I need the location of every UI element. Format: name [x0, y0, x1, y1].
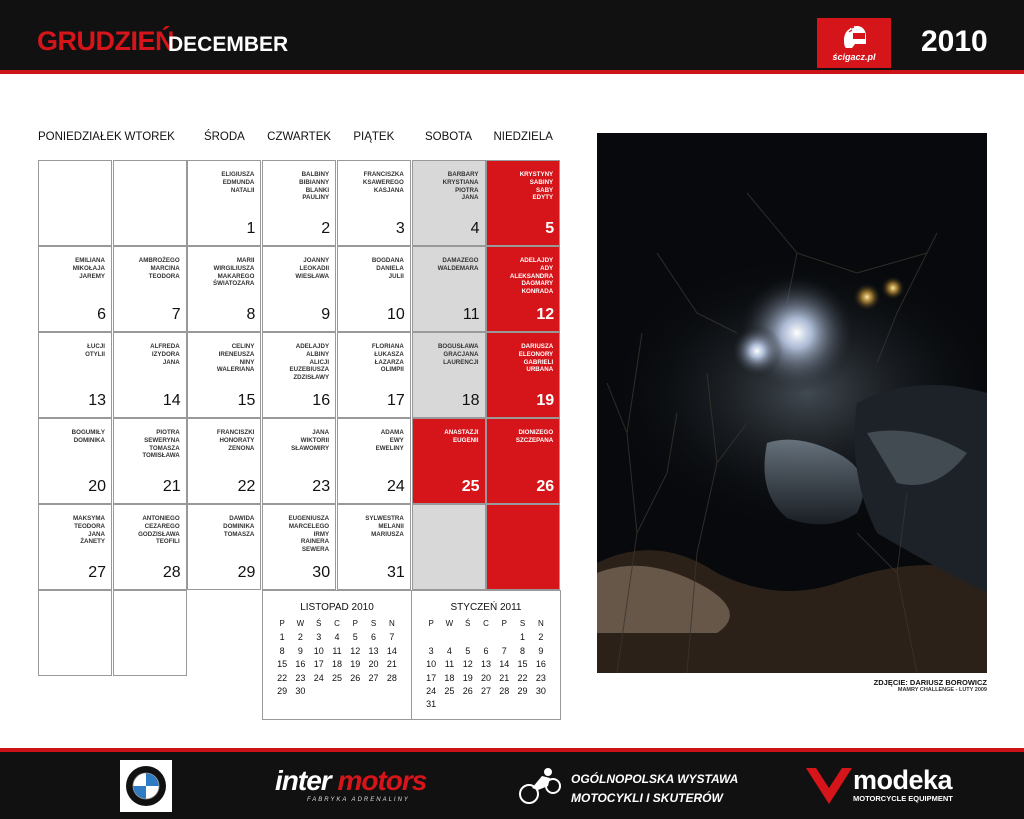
mini-day: 5 [465, 645, 471, 656]
offroad-night-photo [597, 133, 987, 673]
mini-day: 23 [295, 672, 306, 683]
name-days: MARII WIRGILIUSZA MAKAREGO ŚWIATOZARA [213, 257, 255, 288]
name-days: EMILIANA MIKOŁAJA JAREMY [72, 257, 105, 280]
day-cell[interactable] [187, 246, 261, 332]
mini-calendar-week [422, 699, 550, 712]
mini-day: 13 [368, 645, 379, 656]
bmw-roundel-icon [120, 760, 172, 812]
mini-day: 27 [480, 685, 491, 696]
day-number: 8 [246, 306, 256, 323]
mini-weekday: C [334, 619, 340, 628]
mini-weekday: P [501, 619, 507, 628]
weekday-header: CZWARTEK [267, 131, 332, 143]
name-days: ADELAJDY ADY ALEKSANDRA DAGMARY KONRADA [509, 257, 554, 296]
name-days: ADAMA EWY EWELINY [375, 429, 404, 452]
mini-day: 21 [499, 672, 510, 683]
day-cell[interactable] [262, 332, 336, 418]
mini-calendar-week [422, 659, 550, 672]
mini-day: 1 [279, 632, 285, 643]
mini-calendar-week [422, 646, 550, 659]
day-number: 11 [462, 306, 480, 323]
mini-weekday: W [445, 619, 454, 628]
day-cell[interactable] [412, 246, 486, 332]
day-cell[interactable] [262, 160, 336, 246]
mini-day: 29 [517, 685, 528, 696]
inter-motors-word2: motors [337, 765, 427, 796]
month-title-pl: GRUDZIEŃ [37, 26, 174, 56]
mini-day: 11 [332, 645, 342, 656]
mini-day: 4 [334, 632, 340, 643]
mini-calendar-week [273, 632, 401, 645]
name-days: EUGENIUSZA MARCELEGO IRMY RAINERA SEWERA [288, 515, 330, 554]
mini-weekday: P [352, 619, 358, 628]
mini-day: 6 [483, 645, 489, 656]
empty-cell [486, 504, 560, 590]
day-number: 21 [162, 478, 181, 495]
mini-day: 30 [535, 685, 546, 696]
mini-day: 22 [277, 672, 288, 683]
name-days: MAKSYMA TEODORA JANA ŻANETY [73, 515, 105, 546]
weekday-header: SOBOTA [424, 131, 473, 143]
mini-day: 20 [480, 672, 491, 683]
weekday-header: PONIEDZIAŁEK [38, 131, 122, 143]
day-cell[interactable] [486, 332, 560, 418]
mini-day: 26 [462, 685, 473, 696]
mini-day: 18 [331, 659, 342, 670]
mini-day: 28 [499, 685, 510, 696]
photo-caption: MAMRY CHALLENGE - LUTY 2009 [897, 687, 987, 693]
name-days: KRYSTYNY SABINY SABY EDYTY [519, 171, 554, 202]
day-number: 23 [312, 478, 331, 495]
day-cell[interactable] [486, 418, 560, 504]
day-number: 3 [395, 220, 405, 237]
month-title-en: DECEMBER [168, 33, 289, 56]
mini-day: 9 [297, 645, 303, 656]
empty-cell [412, 504, 486, 590]
day-number: 25 [461, 478, 480, 495]
mini-day: 5 [352, 632, 358, 643]
day-cell[interactable] [412, 418, 486, 504]
day-number: 10 [387, 306, 405, 323]
mini-day [383, 686, 401, 699]
mini-calendar-week [273, 659, 401, 672]
name-days: BARBARY KRYSTIANA PIOTRA JANA [442, 171, 479, 202]
expo-line-1: OGÓLNOPOLSKA WYSTAWA [571, 772, 739, 786]
mini-day: 16 [535, 659, 546, 670]
day-cell[interactable] [412, 160, 486, 246]
mini-weekday: Ś [465, 619, 471, 628]
mini-day: 16 [295, 659, 306, 670]
scigacz-logo[interactable] [817, 18, 891, 68]
day-cell[interactable] [38, 246, 112, 332]
mini-day: 17 [313, 659, 324, 670]
mini-day: 20 [368, 659, 379, 670]
day-number: 31 [387, 564, 405, 581]
day-number: 1 [246, 220, 256, 237]
mini-day: 17 [426, 672, 437, 683]
mini-day: 27 [368, 672, 379, 683]
mini-day: 23 [535, 672, 546, 683]
inter-motors-word1: inter [275, 765, 331, 796]
name-days: BALBINY BIBIANNY BLANKI PAULINY [299, 171, 330, 202]
mini-calendar-previous [262, 590, 412, 720]
day-cell[interactable] [337, 332, 411, 418]
name-days: SYLWESTRA MELANII MARIUSZA [365, 515, 404, 538]
expo-logo[interactable] [571, 770, 738, 808]
name-days: JOANNY LEOKADII WIESŁAWA [295, 257, 330, 280]
motorcycle-rider-icon [518, 764, 564, 808]
mini-day: 7 [501, 645, 507, 656]
day-number: 7 [171, 306, 181, 323]
day-number: 19 [536, 392, 555, 409]
mini-weekday: C [483, 619, 489, 628]
weekday-header: ŚRODA [203, 131, 245, 143]
day-number: 4 [470, 220, 480, 237]
mini-day: 29 [277, 685, 288, 696]
name-days: BOGDANA DANIELA JULII [371, 257, 404, 280]
mini-weekday: P [279, 619, 285, 628]
day-number: 24 [387, 478, 405, 495]
mini-day: 13 [480, 659, 491, 670]
mini-day: 24 [313, 672, 324, 683]
day-number: 30 [312, 564, 331, 581]
mini-day [459, 632, 477, 645]
day-cell[interactable] [337, 418, 411, 504]
name-days: FLORIANA ŁUKASZA ŁAZARZA OLIMPII [371, 343, 404, 374]
day-number: 22 [237, 478, 256, 495]
empty-cell [113, 590, 187, 676]
modeka-logo[interactable]: modeka [853, 765, 953, 795]
name-days: AMBROŻEGO MARCINA TEODORA [138, 257, 180, 280]
name-days: ADELAJDY ALBINY ALICJI EUZEBIUSZA ZDZISŁAWY [289, 343, 330, 382]
photo-credit: ZDJĘCIE: DARIUSZ BOROWICZ [873, 678, 987, 687]
empty-cell [38, 590, 112, 676]
bmw-logo[interactable] [120, 760, 172, 812]
name-days: PIOTRA SEWERYNA TOMASZA TOMISŁAWA [142, 429, 180, 460]
mini-calendar-week [422, 686, 550, 699]
day-number: 27 [88, 564, 106, 581]
name-days: FRANCISZKA KSAWEREGO KASJANA [362, 171, 404, 194]
day-cell[interactable] [187, 504, 261, 590]
day-number: 2 [321, 220, 331, 237]
mini-weekday: Ś [316, 619, 322, 628]
name-days: ŁUCJI OTYLII [85, 343, 105, 358]
mini-day: 1 [520, 632, 526, 643]
day-cell[interactable] [187, 418, 261, 504]
day-cell[interactable] [486, 246, 560, 332]
day-cell[interactable] [187, 332, 261, 418]
name-days: BOGUMIŁY DOMINIKA [71, 429, 105, 444]
mini-calendar-week [273, 646, 401, 659]
day-cell[interactable] [337, 246, 411, 332]
mini-day [495, 632, 513, 645]
mini-calendar-weekdays [422, 619, 550, 632]
weekday-header: NIEDZIELA [493, 131, 553, 143]
modeka-v-icon [806, 768, 852, 804]
mini-weekday: N [388, 619, 395, 628]
mini-day [440, 632, 458, 645]
mini-day [310, 686, 328, 699]
mini-day: 15 [517, 659, 528, 670]
day-number: 6 [97, 306, 106, 323]
mini-day: 8 [520, 645, 526, 656]
weekday-header: WTOREK [124, 131, 175, 143]
modeka-tagline: MOTORCYCLE EQUIPMENT [853, 794, 953, 803]
header-divider [0, 70, 1024, 74]
day-cell[interactable] [412, 332, 486, 418]
name-days: FRANCISZKI HONORATY ZENONA [216, 429, 255, 452]
mini-day: 25 [444, 685, 455, 696]
mini-day: 11 [444, 659, 455, 670]
mini-day: 21 [386, 659, 397, 670]
mini-day: 19 [350, 659, 361, 670]
mini-day [440, 699, 458, 712]
mini-calendar-title: STYCZEŃ 2011 [450, 602, 522, 613]
mini-calendar-grid [422, 619, 550, 713]
mini-day: 12 [462, 659, 473, 670]
mini-calendar-week [273, 686, 401, 699]
day-number: 29 [237, 564, 256, 581]
mini-day: 31 [426, 699, 437, 710]
mini-day [477, 632, 495, 645]
mini-day: 14 [499, 659, 510, 670]
day-cell[interactable] [113, 418, 187, 504]
day-number: 12 [536, 306, 555, 323]
mini-day: 10 [313, 645, 324, 656]
day-cell[interactable] [38, 332, 112, 418]
logo-text: ścigacz.pl [832, 52, 876, 62]
mini-calendar-week [422, 673, 550, 686]
name-days: ANTONIEGO CEZAREGO GODZISŁAWA TEOFILI [138, 515, 180, 546]
year-label: 2010 [921, 25, 988, 58]
mini-calendar-title: LISTOPAD 2010 [300, 602, 374, 613]
mini-day: 10 [426, 659, 437, 670]
mini-day [459, 699, 477, 712]
inter-motors-logo[interactable] [275, 765, 426, 797]
mini-day: 28 [386, 672, 397, 683]
mini-calendar-weekdays [273, 619, 401, 632]
mini-day [346, 686, 364, 699]
day-cell[interactable] [262, 246, 336, 332]
mini-day: 12 [350, 645, 361, 656]
day-number: 5 [545, 220, 555, 237]
day-cell[interactable] [113, 332, 187, 418]
mini-day: 7 [389, 632, 395, 643]
day-cell[interactable] [337, 504, 411, 590]
day-number: 17 [387, 392, 405, 409]
weekday-header: PIĄTEK [353, 131, 395, 143]
day-number: 26 [536, 478, 555, 495]
mini-day: 19 [462, 672, 473, 683]
empty-cell [38, 160, 112, 246]
mini-day [513, 699, 531, 712]
mini-weekday: S [519, 619, 526, 628]
day-cell[interactable] [262, 418, 336, 504]
mini-calendar-week [422, 632, 550, 645]
mini-day: 26 [350, 672, 361, 683]
photo-illustration [597, 133, 987, 673]
empty-cell [113, 160, 187, 246]
inter-motors-tagline: FABRYKA ADRENALINY [307, 797, 410, 803]
name-days: CELINY IRENEUSZA NINY WALERIANA [216, 343, 255, 374]
day-number: 15 [237, 392, 256, 409]
mini-day: 18 [444, 672, 455, 683]
mini-day [477, 699, 495, 712]
mini-day: 30 [295, 685, 306, 696]
name-days: JANA WIKTORII SŁAWOMIRY [291, 429, 330, 452]
day-number: 14 [162, 392, 181, 409]
mini-day: 8 [279, 645, 285, 656]
mini-weekday: P [428, 619, 434, 628]
mini-calendar-week [273, 673, 401, 686]
day-cell[interactable] [262, 504, 336, 590]
mini-day [364, 686, 382, 699]
helmet-icon [841, 24, 867, 50]
mini-day [328, 686, 346, 699]
mini-calendar-next [411, 590, 561, 720]
mini-weekday: W [296, 619, 305, 628]
mini-calendar-grid [273, 619, 401, 699]
expo-line-2: MOTOCYKLI I SKUTERÓW [571, 791, 723, 805]
mini-day: 22 [517, 672, 528, 683]
day-number: 13 [88, 392, 106, 409]
name-days: ELIGIUSZA EDMUNDA NATALII [221, 171, 255, 194]
name-days: DAWIDA DOMINIKA TOMASZA [223, 515, 255, 538]
mini-day: 3 [428, 645, 434, 656]
day-number: 18 [461, 392, 480, 409]
day-cell[interactable] [113, 504, 187, 590]
mini-day [422, 632, 440, 645]
mini-day: 2 [297, 632, 303, 643]
day-cell[interactable] [337, 160, 411, 246]
mini-day: 2 [538, 632, 544, 643]
mini-day: 4 [446, 645, 452, 656]
mini-day [495, 699, 513, 712]
mini-day: 3 [316, 632, 322, 643]
mini-day: 6 [371, 632, 377, 643]
mini-day: 15 [277, 659, 288, 670]
name-days: ALFREDA IZYDORA JANA [150, 343, 180, 366]
day-number: 9 [321, 306, 331, 323]
day-number: 28 [162, 564, 181, 581]
mini-day: 14 [386, 645, 397, 656]
name-days: DAMAZEGO WALDEMARA [437, 257, 479, 272]
day-cell[interactable] [187, 160, 261, 246]
name-days: BOGUSŁAWA GRACJANA LAURENCJI [437, 343, 479, 366]
name-days: ANASTAZJI EUGENII [444, 429, 479, 444]
mini-day: 25 [331, 672, 342, 683]
mini-day: 9 [538, 645, 544, 656]
day-cell[interactable] [486, 160, 560, 246]
name-days: DIONIZEGO SZCZEPANA [515, 429, 554, 444]
day-cell[interactable] [38, 504, 112, 590]
mini-weekday: N [537, 619, 544, 628]
day-cell[interactable] [113, 246, 187, 332]
mini-day: 24 [426, 685, 437, 696]
day-number: 20 [88, 478, 106, 495]
day-number: 16 [312, 392, 331, 409]
name-days: DARIUSZA ELEONORY GABRIELI URBANA [518, 343, 554, 374]
mini-weekday: S [370, 619, 377, 628]
mini-day [532, 699, 550, 712]
day-cell[interactable] [38, 418, 112, 504]
